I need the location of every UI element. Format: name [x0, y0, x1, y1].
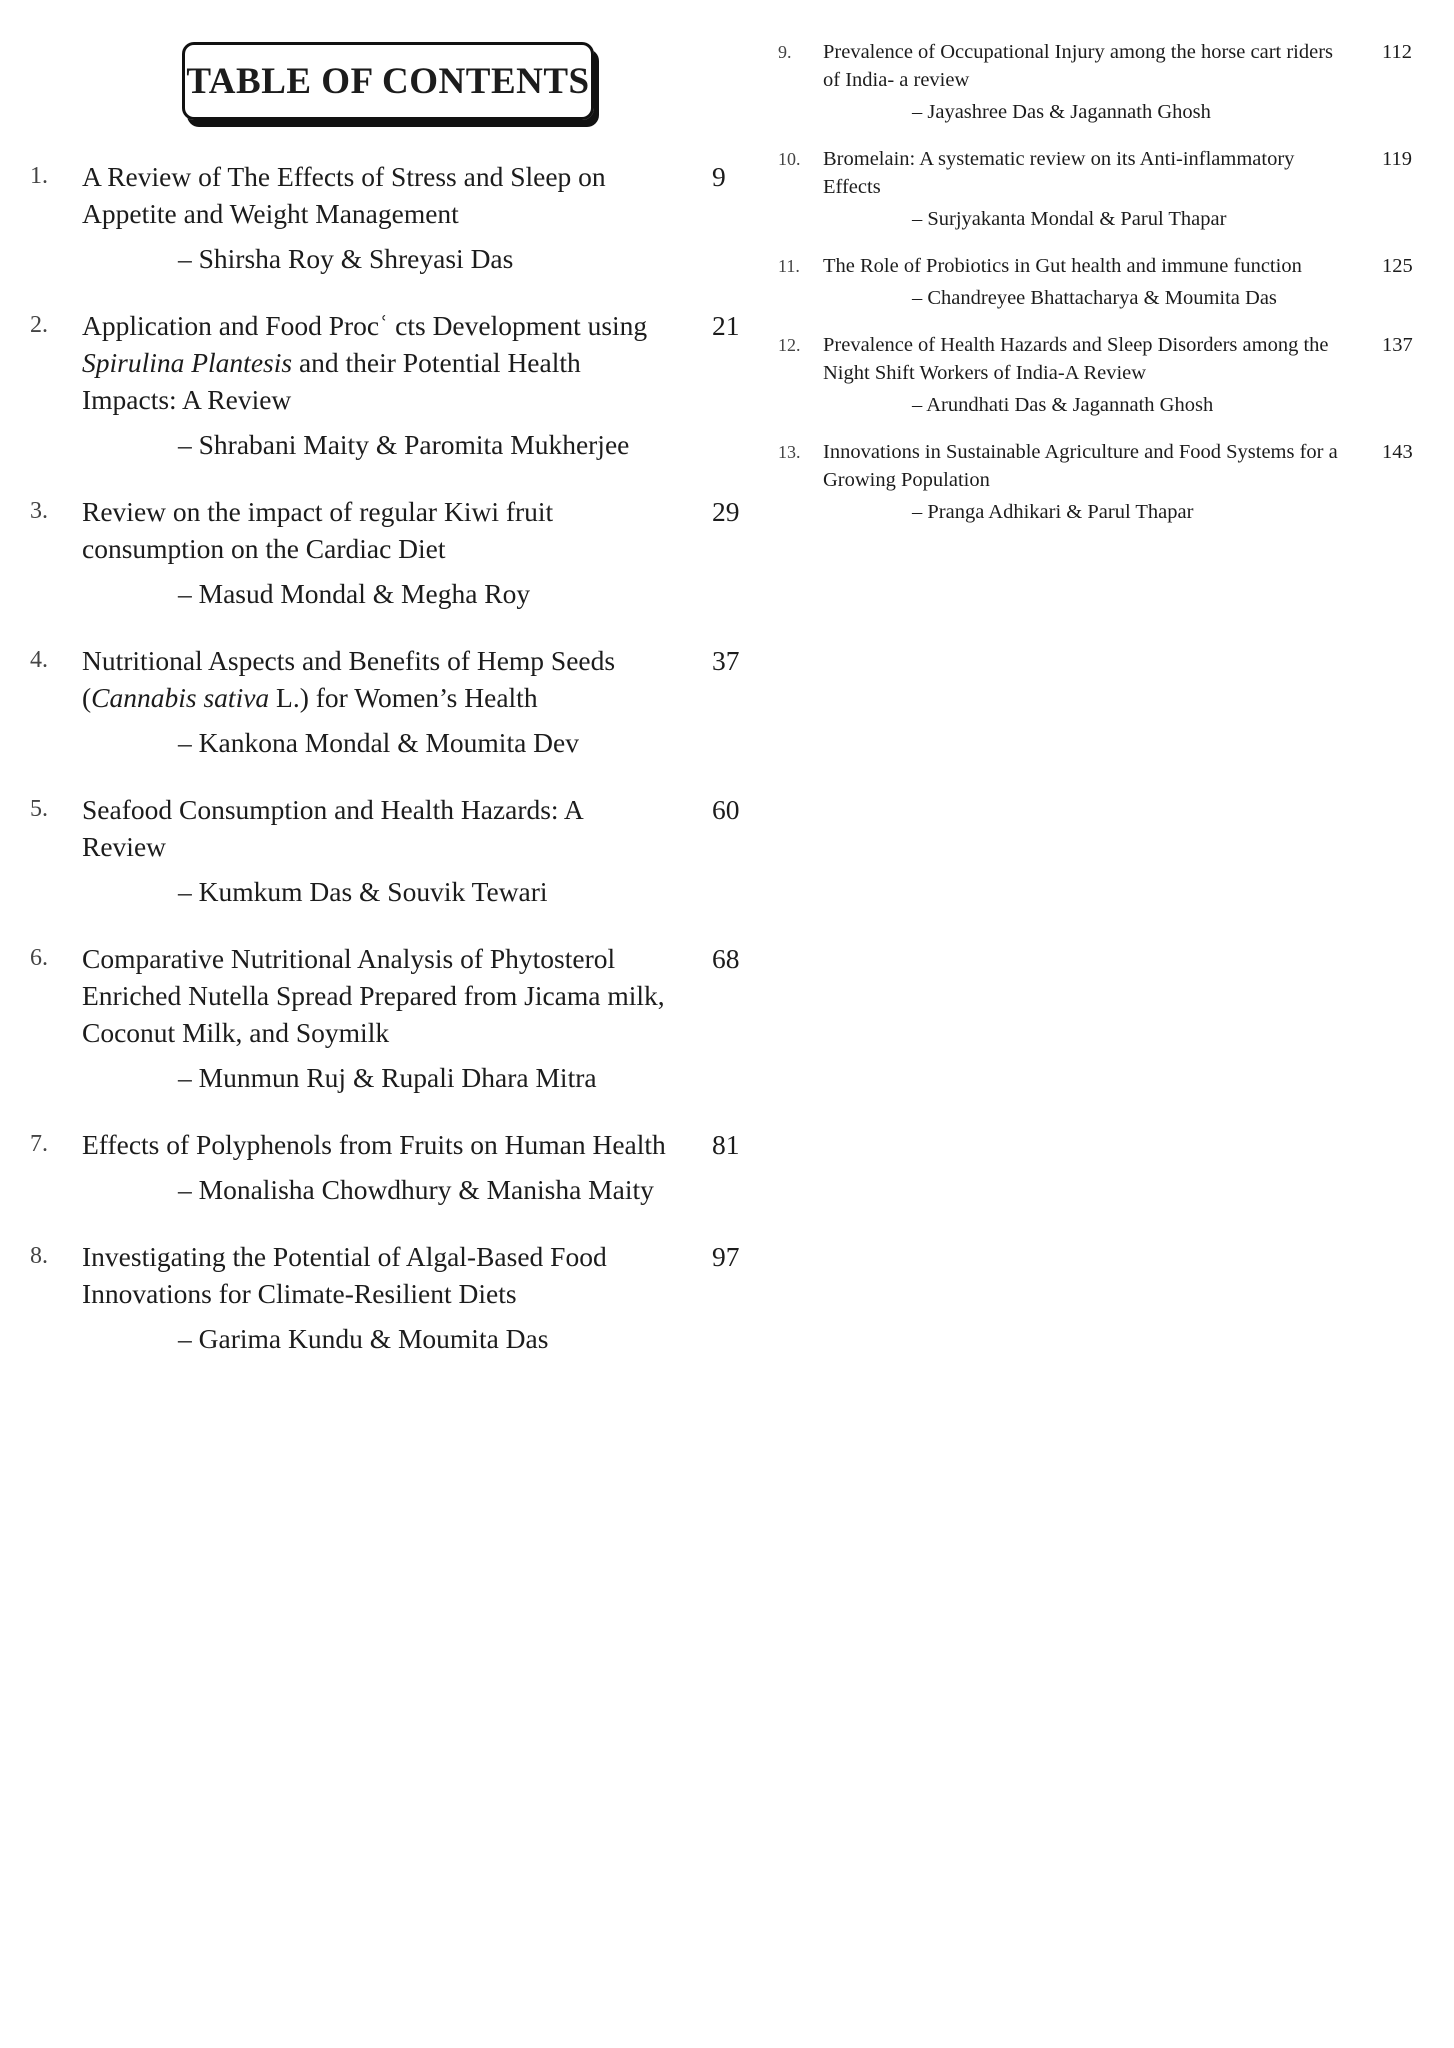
toc-entry-10[interactable] — [778, 145, 1423, 233]
toc-heading: TABLE OF CONTENTS — [186, 60, 590, 102]
entry-title: Effects of Polyphenols from Fruits on Human Health — [82, 1129, 666, 1160]
entry-title: Comparative Nutritional Analysis of Phytosterol Enriched Nutella Spread Prepared from Jicama milk, Coconut Milk, and Soymilk — [82, 943, 665, 1048]
entry-page-number: 81 — [712, 1129, 740, 1160]
entry-page-number: 97 — [712, 1241, 740, 1272]
toc-entry-8[interactable] — [30, 1238, 750, 1357]
entry-title: Prevalence of Health Hazards and Sleep Disorders among the Night Shift Workers of India-A Review — [823, 334, 1329, 384]
entry-title: Nutritional Aspects and Benefits of Hemp Seeds (Cannabis sativa L.) for Women’s Health — [82, 645, 616, 713]
toc-entry-4[interactable] — [30, 642, 750, 761]
entry-authors: – Munmun Ruj & Rupali Dhara Mitra — [178, 1062, 597, 1093]
entry-number: 7. — [30, 1131, 48, 1157]
entry-number: 11. — [778, 256, 800, 276]
entry-number: 3. — [30, 498, 48, 524]
entry-page-number: 119 — [1382, 148, 1412, 170]
entry-title: Review on the impact of regular Kiwi fruit consumption on the Cardiac Diet — [82, 496, 554, 564]
entry-authors: – Arundhati Das & Jagannath Ghosh — [912, 394, 1214, 416]
entry-page-number: 112 — [1382, 41, 1412, 63]
entry-number: 5. — [30, 796, 48, 822]
entry-page-number: 68 — [712, 943, 740, 974]
toc-entry-7[interactable] — [30, 1126, 750, 1208]
entry-authors: – Shrabani Maity & Paromita Mukherjee — [178, 429, 630, 460]
entry-title: Seafood Consumption and Health Hazards: A Review — [82, 794, 583, 862]
entry-title: Prevalence of Occupational Injury among the horse cart riders of India- a review — [823, 41, 1334, 91]
entry-number: 10. — [778, 149, 801, 169]
entry-number: 12. — [778, 335, 801, 355]
toc-right-column — [778, 38, 1423, 545]
entry-authors: – Shirsha Roy & Shreyasi Das — [178, 243, 514, 274]
entry-authors: – Monalisha Chowdhury & Manisha Maity — [178, 1174, 654, 1205]
entry-number: 9. — [778, 42, 792, 62]
entry-page-number: 29 — [712, 496, 740, 527]
entry-title: The Role of Probiotics in Gut health and immune function — [823, 255, 1302, 277]
entry-number: 1. — [30, 163, 48, 189]
toc-entry-12[interactable] — [778, 331, 1423, 419]
entry-number: 2. — [30, 312, 48, 338]
toc-entry-11[interactable] — [778, 252, 1423, 312]
entry-authors: – Kumkum Das & Souvik Tewari — [178, 876, 548, 907]
entry-page-number: 21 — [712, 310, 740, 341]
toc-entry-5[interactable] — [30, 791, 750, 910]
toc-left-column — [30, 158, 750, 1387]
entry-title: Application and Food Procʿ cts Development using Spirulina Plantesis and their Potential Health Impacts: A Review — [82, 310, 648, 415]
toc-entry-6[interactable] — [30, 940, 750, 1096]
entry-authors: – Kankona Mondal & Moumita Dev — [178, 727, 579, 758]
entry-title: Investigating the Potential of Algal-Based Food Innovations for Climate-Resilient Diets — [82, 1241, 607, 1309]
entry-title: Innovations in Sustainable Agriculture and Food Systems for a Growing Population — [823, 441, 1338, 491]
entry-number: 13. — [778, 442, 801, 462]
entry-number: 8. — [30, 1243, 48, 1269]
entry-page-number: 60 — [712, 794, 740, 825]
entry-authors: – Pranga Adhikari & Parul Thapar — [912, 501, 1194, 523]
toc-entry-13[interactable] — [778, 438, 1423, 526]
entry-authors: – Chandreyee Bhattacharya & Moumita Das — [912, 287, 1277, 309]
toc-entry-2[interactable] — [30, 307, 750, 463]
entry-authors: – Jayashree Das & Jagannath Ghosh — [912, 101, 1211, 123]
entry-page-number: 9 — [712, 161, 726, 192]
entry-title: Bromelain: A systematic review on its Anti-inflammatory Effects — [823, 148, 1295, 198]
toc-heading-box — [182, 42, 594, 120]
toc-entry-9[interactable] — [778, 38, 1423, 126]
entry-authors: – Garima Kundu & Moumita Das — [178, 1323, 549, 1354]
entry-page-number: 143 — [1382, 441, 1413, 463]
entry-page-number: 125 — [1382, 255, 1413, 277]
entry-number: 6. — [30, 945, 48, 971]
entry-page-number: 37 — [712, 645, 740, 676]
entry-number: 4. — [30, 647, 48, 673]
toc-entry-1[interactable] — [30, 158, 750, 277]
entry-title: A Review of The Effects of Stress and Sleep on Appetite and Weight Management — [82, 161, 606, 229]
entry-authors: – Masud Mondal & Megha Roy — [178, 578, 531, 609]
toc-entry-3[interactable] — [30, 493, 750, 612]
entry-page-number: 137 — [1382, 334, 1413, 356]
entry-authors: – Surjyakanta Mondal & Parul Thapar — [912, 208, 1227, 230]
